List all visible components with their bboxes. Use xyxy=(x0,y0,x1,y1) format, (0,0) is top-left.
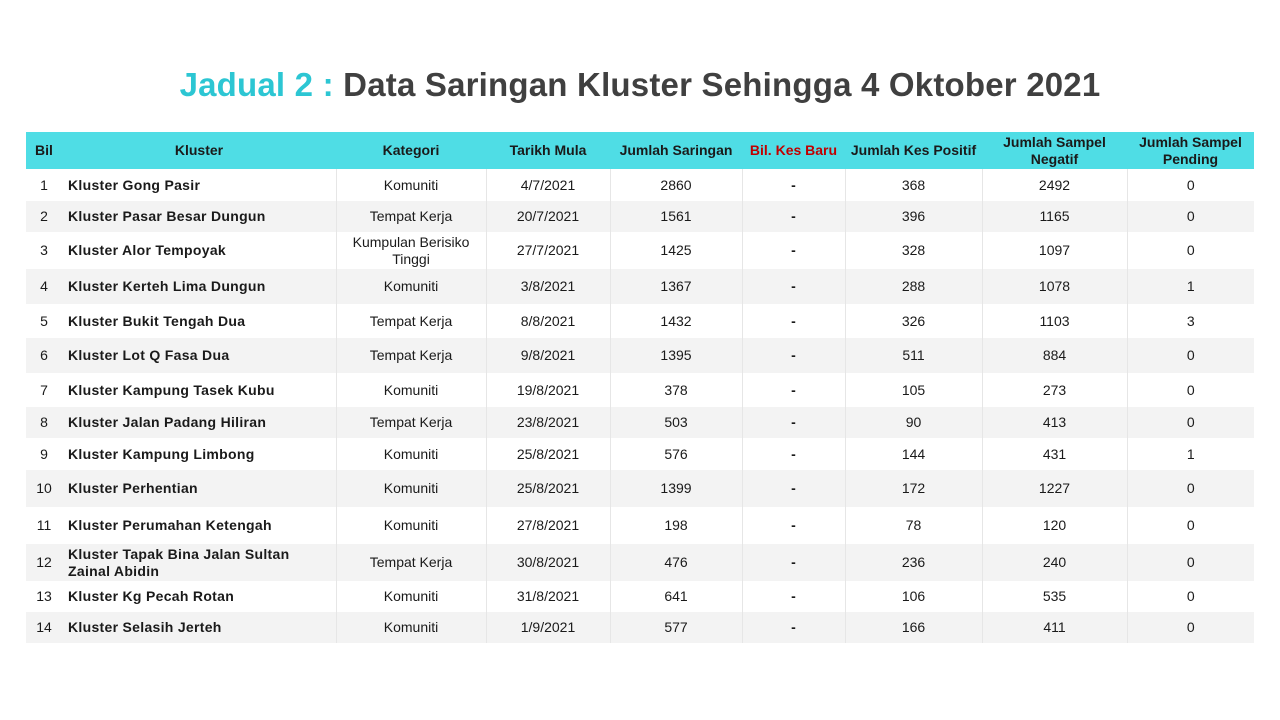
table-row xyxy=(26,232,1254,269)
cell-jumlah-sampel-pending: 3 xyxy=(1127,304,1254,338)
table-row xyxy=(26,201,1254,232)
cell-bil-kes-baru: - xyxy=(742,438,845,470)
cell-tarikh-mula: 25/8/2021 xyxy=(486,438,610,470)
cell-jumlah-kes-positif: 236 xyxy=(845,544,982,581)
header-jumlah-kes-positif: Jumlah Kes Positif xyxy=(845,132,982,169)
cell-jumlah-saringan: 1399 xyxy=(610,470,742,507)
cluster-table xyxy=(26,132,1254,643)
cell-bil: 10 xyxy=(26,470,62,507)
header-jumlah-saringan: Jumlah Saringan xyxy=(610,132,742,169)
header-jumlah-sampel-pending: Jumlah Sampel Pending xyxy=(1127,132,1254,169)
cell-jumlah-kes-positif: 328 xyxy=(845,232,982,269)
cell-tarikh-mula: 4/7/2021 xyxy=(486,169,610,201)
table-row xyxy=(26,507,1254,544)
cell-jumlah-kes-positif: 106 xyxy=(845,581,982,612)
cell-bil: 8 xyxy=(26,407,62,438)
cell-bil-kes-baru: - xyxy=(742,169,845,201)
cell-bil-kes-baru: - xyxy=(742,407,845,438)
cell-tarikh-mula: 20/7/2021 xyxy=(486,201,610,232)
cell-jumlah-kes-positif: 172 xyxy=(845,470,982,507)
cell-jumlah-sampel-pending: 0 xyxy=(1127,612,1254,643)
cell-jumlah-sampel-pending: 0 xyxy=(1127,373,1254,407)
cell-tarikh-mula: 25/8/2021 xyxy=(486,470,610,507)
cell-bil: 7 xyxy=(26,373,62,407)
cell-jumlah-saringan: 378 xyxy=(610,373,742,407)
table-row xyxy=(26,581,1254,612)
cell-jumlah-sampel-negatif: 431 xyxy=(982,438,1127,470)
cell-jumlah-sampel-pending: 0 xyxy=(1127,338,1254,373)
cell-bil-kes-baru: - xyxy=(742,581,845,612)
cell-bil: 2 xyxy=(26,201,62,232)
cell-kluster: Kluster Bukit Tengah Dua xyxy=(62,304,336,338)
cell-kluster: Kluster Tapak Bina Jalan Sultan Zainal Abidin xyxy=(62,544,336,581)
cell-jumlah-sampel-pending: 1 xyxy=(1127,438,1254,470)
cell-jumlah-sampel-negatif: 1103 xyxy=(982,304,1127,338)
cell-tarikh-mula: 1/9/2021 xyxy=(486,612,610,643)
cell-bil: 11 xyxy=(26,507,62,544)
cell-jumlah-sampel-negatif: 1227 xyxy=(982,470,1127,507)
cell-jumlah-kes-positif: 105 xyxy=(845,373,982,407)
title-main: Data Saringan Kluster Sehingga 4 Oktober 2021 xyxy=(343,66,1101,103)
cell-jumlah-sampel-pending: 0 xyxy=(1127,232,1254,269)
header-kategori: Kategori xyxy=(336,132,486,169)
cell-kluster: Kluster Kampung Tasek Kubu xyxy=(62,373,336,407)
cell-jumlah-kes-positif: 326 xyxy=(845,304,982,338)
cell-jumlah-sampel-pending: 0 xyxy=(1127,507,1254,544)
cell-kluster: Kluster Perumahan Ketengah xyxy=(62,507,336,544)
cell-jumlah-sampel-negatif: 240 xyxy=(982,544,1127,581)
cell-bil: 4 xyxy=(26,269,62,304)
cell-kluster: Kluster Kerteh Lima Dungun xyxy=(62,269,336,304)
cell-jumlah-sampel-negatif: 1097 xyxy=(982,232,1127,269)
cell-jumlah-sampel-negatif: 1165 xyxy=(982,201,1127,232)
header-bil-kes-baru: Bil. Kes Baru xyxy=(742,132,845,169)
table-row xyxy=(26,438,1254,470)
cell-jumlah-kes-positif: 368 xyxy=(845,169,982,201)
cell-bil: 3 xyxy=(26,232,62,269)
cell-kategori: Komuniti xyxy=(336,581,486,612)
cell-bil: 13 xyxy=(26,581,62,612)
table-row xyxy=(26,407,1254,438)
cell-bil: 9 xyxy=(26,438,62,470)
cell-bil: 5 xyxy=(26,304,62,338)
cell-kluster: Kluster Alor Tempoyak xyxy=(62,232,336,269)
cell-tarikh-mula: 23/8/2021 xyxy=(486,407,610,438)
title-prefix: Jadual 2 : xyxy=(179,66,334,103)
cell-kluster: Kluster Perhentian xyxy=(62,470,336,507)
cell-jumlah-saringan: 641 xyxy=(610,581,742,612)
cell-jumlah-sampel-negatif: 411 xyxy=(982,612,1127,643)
cell-jumlah-saringan: 1367 xyxy=(610,269,742,304)
cell-tarikh-mula: 27/8/2021 xyxy=(486,507,610,544)
cell-tarikh-mula: 9/8/2021 xyxy=(486,338,610,373)
cell-bil: 6 xyxy=(26,338,62,373)
cell-bil: 14 xyxy=(26,612,62,643)
cell-bil-kes-baru: - xyxy=(742,338,845,373)
cell-kategori: Komuniti xyxy=(336,373,486,407)
cell-bil: 1 xyxy=(26,169,62,201)
cell-jumlah-sampel-pending: 0 xyxy=(1127,201,1254,232)
cell-jumlah-sampel-negatif: 884 xyxy=(982,338,1127,373)
cell-bil-kes-baru: - xyxy=(742,269,845,304)
table-row xyxy=(26,373,1254,407)
cell-jumlah-saringan: 576 xyxy=(610,438,742,470)
cell-tarikh-mula: 19/8/2021 xyxy=(486,373,610,407)
cell-kategori: Komuniti xyxy=(336,470,486,507)
cell-jumlah-sampel-pending: 0 xyxy=(1127,169,1254,201)
table-row xyxy=(26,269,1254,304)
table-row xyxy=(26,612,1254,643)
cell-bil-kes-baru: - xyxy=(742,544,845,581)
cell-kategori: Komuniti xyxy=(336,612,486,643)
cell-jumlah-kes-positif: 396 xyxy=(845,201,982,232)
cell-bil-kes-baru: - xyxy=(742,470,845,507)
cell-jumlah-kes-positif: 78 xyxy=(845,507,982,544)
cell-jumlah-sampel-negatif: 273 xyxy=(982,373,1127,407)
cell-jumlah-saringan: 476 xyxy=(610,544,742,581)
cell-bil-kes-baru: - xyxy=(742,612,845,643)
cell-jumlah-kes-positif: 511 xyxy=(845,338,982,373)
cell-kategori: Tempat Kerja xyxy=(336,544,486,581)
table-row xyxy=(26,169,1254,201)
cell-kluster: Kluster Selasih Jerteh xyxy=(62,612,336,643)
cell-jumlah-sampel-pending: 0 xyxy=(1127,581,1254,612)
cell-jumlah-saringan: 1561 xyxy=(610,201,742,232)
cell-jumlah-sampel-negatif: 413 xyxy=(982,407,1127,438)
table-row xyxy=(26,338,1254,373)
cell-jumlah-saringan: 577 xyxy=(610,612,742,643)
cell-kategori: Tempat Kerja xyxy=(336,338,486,373)
table-row xyxy=(26,470,1254,507)
cell-jumlah-sampel-negatif: 2492 xyxy=(982,169,1127,201)
cell-jumlah-sampel-pending: 0 xyxy=(1127,544,1254,581)
cell-kategori: Komuniti xyxy=(336,269,486,304)
cell-kategori: Komuniti xyxy=(336,507,486,544)
cell-jumlah-saringan: 1395 xyxy=(610,338,742,373)
cell-jumlah-sampel-negatif: 535 xyxy=(982,581,1127,612)
cell-tarikh-mula: 30/8/2021 xyxy=(486,544,610,581)
table-header-row xyxy=(26,132,1254,169)
cell-bil-kes-baru: - xyxy=(742,304,845,338)
cell-kategori: Komuniti xyxy=(336,438,486,470)
cell-jumlah-kes-positif: 144 xyxy=(845,438,982,470)
cell-jumlah-saringan: 198 xyxy=(610,507,742,544)
cell-kluster: Kluster Lot Q Fasa Dua xyxy=(62,338,336,373)
cell-jumlah-saringan: 1432 xyxy=(610,304,742,338)
header-tarikh-mula: Tarikh Mula xyxy=(486,132,610,169)
cell-jumlah-sampel-pending: 1 xyxy=(1127,269,1254,304)
cell-jumlah-sampel-negatif: 1078 xyxy=(982,269,1127,304)
cell-kategori: Komuniti xyxy=(336,169,486,201)
cell-kategori: Tempat Kerja xyxy=(336,407,486,438)
cell-kluster: Kluster Gong Pasir xyxy=(62,169,336,201)
cell-kluster: Kluster Jalan Padang Hiliran xyxy=(62,407,336,438)
cell-bil-kes-baru: - xyxy=(742,232,845,269)
header-jumlah-sampel-negatif: Jumlah Sampel Negatif xyxy=(982,132,1127,169)
cell-jumlah-kes-positif: 288 xyxy=(845,269,982,304)
cell-kategori: Kumpulan Berisiko Tinggi xyxy=(336,232,486,269)
cell-jumlah-sampel-pending: 0 xyxy=(1127,407,1254,438)
cell-bil-kes-baru: - xyxy=(742,507,845,544)
cell-bil-kes-baru: - xyxy=(742,201,845,232)
cell-jumlah-sampel-negatif: 120 xyxy=(982,507,1127,544)
cell-tarikh-mula: 27/7/2021 xyxy=(486,232,610,269)
cell-bil-kes-baru: - xyxy=(742,373,845,407)
cell-jumlah-saringan: 2860 xyxy=(610,169,742,201)
cell-jumlah-saringan: 503 xyxy=(610,407,742,438)
cell-kategori: Tempat Kerja xyxy=(336,304,486,338)
cell-tarikh-mula: 3/8/2021 xyxy=(486,269,610,304)
cell-tarikh-mula: 31/8/2021 xyxy=(486,581,610,612)
cell-jumlah-saringan: 1425 xyxy=(610,232,742,269)
cell-bil: 12 xyxy=(26,544,62,581)
cell-jumlah-kes-positif: 90 xyxy=(845,407,982,438)
cell-jumlah-sampel-pending: 0 xyxy=(1127,470,1254,507)
cell-tarikh-mula: 8/8/2021 xyxy=(486,304,610,338)
page-title xyxy=(0,66,1280,104)
table-row xyxy=(26,304,1254,338)
cell-jumlah-kes-positif: 166 xyxy=(845,612,982,643)
cell-kluster: Kluster Kg Pecah Rotan xyxy=(62,581,336,612)
header-bil: Bil xyxy=(26,132,62,169)
cell-kluster: Kluster Pasar Besar Dungun xyxy=(62,201,336,232)
table-row xyxy=(26,544,1254,581)
header-kluster: Kluster xyxy=(62,132,336,169)
cell-kluster: Kluster Kampung Limbong xyxy=(62,438,336,470)
cell-kategori: Tempat Kerja xyxy=(336,201,486,232)
